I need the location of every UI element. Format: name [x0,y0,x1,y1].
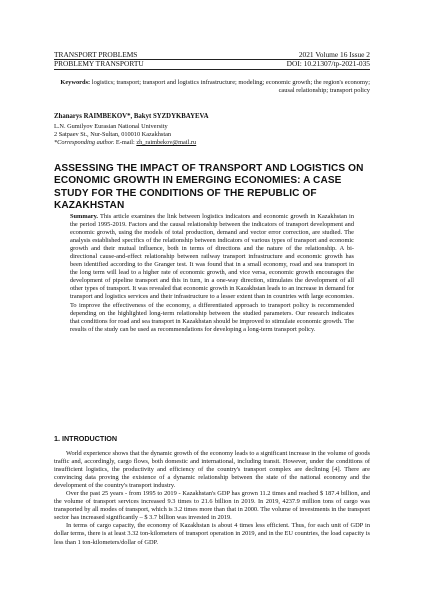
keywords-label: Keywords: [60,79,91,86]
email-label: E-mail: [115,139,135,146]
affiliation-institution: L.N. Gumilyov Eurasian National University [54,123,168,130]
intro-paragraph-2: Over the past 25 years - from 1995 to 2019 - Kazakhstan's GDP has grown 11.2 times and reached $ 187.4 billion, and the volume of transport services increased 9.3 times to 21.6 billion in 2019. In 2019, 4237.9 million tons of cargo was transported by all modes of transport, which is 3.2 times more than that in 2000. The volume of investments in the transport sector has increased significantly – $ 3.7 billion was invested in 2019. [54,490,370,522]
journal-issue: 2021 Volume 16 Issue 2 [298,50,370,59]
keywords-block [54,79,370,95]
affiliation [54,123,196,147]
corresponding-author-line [54,139,196,147]
affiliation-address: 2 Satpaev St., Nur-Sultan, 010010 Kazakhstan [54,131,172,138]
paper-title: ASSESSING THE IMPACT OF TRANSPORT AND LOGISTICS ON ECONOMIC GROWTH IN EMERGING ECONOMIES: A CASE STUDY FOR THE CONDITIONS OF THE REPUBLIC OF KAZAKHSTAN [54,163,364,211]
header-divider-bottom [54,69,370,70]
intro-paragraph-3: In terms of cargo capacity, the economy of Kazakhstan is about 4 times less efficient. Thus, for each unit of GDP in dollar terms, there is at least 3.32 ton-kilometers of transport operation in 2019, and in the EU countries, the load capacity is less than 1 ton-kilometers/dollar of GDP. [54,522,370,546]
journal-name-pl: PROBLEMY TRANSPORTU [54,59,144,68]
intro-paragraph-1: World experience shows that the dynamic growth of the economy leads to a significant increase in the volume of goods traffic and, accordingly, cargo flows, both domestic and international, including transit. However, under the conditions of insufficient logistics, the productivity and efficiency of the country's transport complex are declining [4]. There are convincing data proving the existence of a dynamic relationship between the state of the national economy and the development of the country's transport industry. [54,450,370,490]
keywords-text: logistics; transport; transport and logistics infrastructure; modeling; economic growth; the region's economy; causal relationship; transport policy [91,79,370,95]
email-link[interactable]: zh_raimbekov@mail.ru [136,139,197,146]
section-heading-introduction: 1. INTRODUCTION [54,434,118,443]
running-header-bottom [54,59,370,68]
summary-label: Summary. [70,213,99,220]
corresponding-author-label: *Corresponding author. [54,139,115,146]
introduction-body [54,450,370,547]
summary-text: This article examines the link between logistics indicators and economic growth in Kazakhstan in the period 1995-2019. Factors and the causal relationship between the indicators of transport development and economic growth, using the models of total production, demand and vector error correction, are studied. The analysis established specifics of the relationship between indicators of various types of transport and economic growth and their mutual influence, both in terms of directions and the nature of the relationship. A bi-directional cause-and-effect relationship between railway transport infrastructure and economic growth has been identified according to the Granger test. It was found that in a small economy, road and sea transport in the long term will lead to a higher rate of economic growth, and vice versa, economic growth encourages the development of pipeline transport and this in turn, in a one-way direction, stimulates the development of all other types of transport. It was revealed that economic growth in Kazakhstan leads to an increase in demand for transport and logistics services and their infrastructure to a lesser extent than in countries with large economies. To improve the effectiveness of the economy, a differentiated approach to transport policy is recommended depending on the highlighted long-term relationship between the studied parameters. Our research indicates that conditions for road and sea transport in Kazakhstan should be improved to stimulate economic growth. The results of the study can be used as recommendations for developing a long-term transport policy. [70,213,354,333]
authors: Zhanarys RAIMBEKOV*, Bakyt SYZDYKBAYEVA [54,113,209,120]
doi[interactable]: DOI: 10.21307/tp-2021-035 [286,59,370,68]
abstract [70,213,354,334]
journal-name-en: TRANSPORT PROBLEMS [54,50,138,59]
